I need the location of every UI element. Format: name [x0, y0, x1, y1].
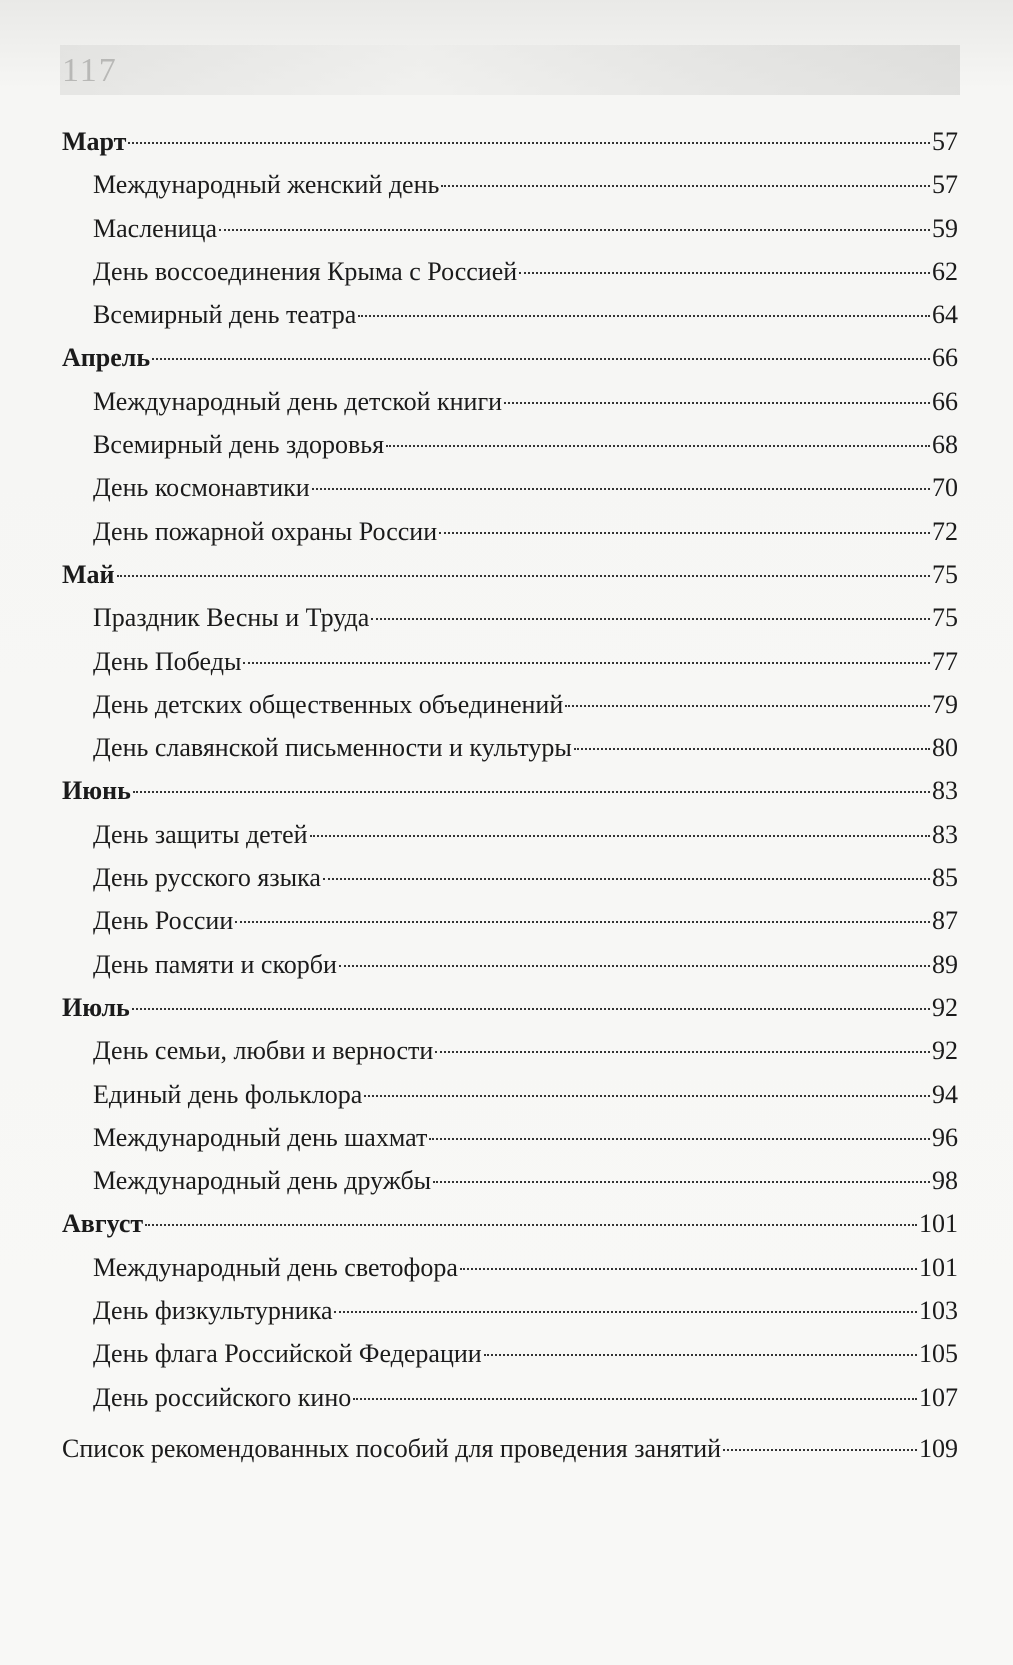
dot-leader	[429, 1138, 930, 1140]
toc-entry	[62, 423, 958, 466]
toc-entry-page: 83	[932, 819, 958, 849]
dot-leader	[219, 229, 930, 231]
toc-entry-title: День флага Российской Федерации	[93, 1339, 482, 1369]
dot-leader	[439, 532, 930, 534]
toc-entry-title: Праздник Весны и Труда	[93, 603, 370, 633]
toc-entry-page: 98	[932, 1166, 958, 1196]
toc-entry	[62, 640, 958, 683]
dot-leader	[152, 358, 930, 360]
page-number: 117	[62, 52, 118, 89]
page-header-band	[60, 45, 960, 95]
dot-leader	[243, 662, 930, 664]
toc-entry	[62, 856, 958, 899]
dot-leader	[364, 1095, 930, 1097]
toc-entry	[62, 1159, 958, 1202]
toc-entry-title: День космонавтики	[93, 473, 310, 503]
toc-entry	[62, 1029, 958, 1072]
toc-entry-title: День воссоединения Крыма с Россией	[93, 256, 518, 286]
dot-leader	[117, 575, 930, 577]
toc-section	[62, 336, 958, 379]
toc-entry-page: 66	[932, 386, 958, 416]
toc-entry-page: 57	[932, 170, 958, 200]
toc-final-entry	[62, 1427, 958, 1470]
toc-entry	[62, 250, 958, 293]
toc-entry-page: 94	[932, 1079, 958, 1109]
toc-entry-page: 70	[932, 473, 958, 503]
toc-entry-title: День славянской письменности и культуры	[93, 733, 572, 763]
dot-leader	[386, 445, 930, 447]
dot-leader	[310, 835, 930, 837]
toc-section	[62, 769, 958, 812]
toc-entry	[62, 1332, 958, 1375]
dot-leader	[565, 705, 930, 707]
toc-entry-title: День памяти и скорби	[93, 949, 337, 979]
toc-entry-title: День Победы	[93, 646, 242, 676]
toc-entry-title: День России	[93, 906, 234, 936]
toc-entry-page: 64	[932, 300, 958, 330]
table-of-contents	[62, 120, 958, 1470]
dot-leader	[358, 315, 930, 317]
toc-entry-page: 103	[919, 1296, 958, 1326]
dot-leader	[235, 921, 930, 923]
toc-entry-page: 77	[932, 646, 958, 676]
dot-leader	[339, 965, 930, 967]
toc-entry-title: Май	[62, 559, 115, 589]
toc-entry-title: День пожарной охраны России	[93, 516, 438, 546]
toc-entry-title: День детских общественных объединений	[93, 689, 564, 719]
toc-entry-page: 68	[932, 430, 958, 460]
toc-section	[62, 1202, 958, 1245]
toc-entry	[62, 813, 958, 856]
dot-leader	[145, 1224, 917, 1226]
toc-entry-title: Июнь	[62, 776, 131, 806]
toc-entry-page: 101	[919, 1209, 958, 1239]
toc-entry-title: Всемирный день здоровья	[93, 430, 385, 460]
dot-leader	[132, 1008, 930, 1010]
toc-entry-page: 80	[932, 733, 958, 763]
toc-entry-title: Масленица	[93, 213, 217, 243]
toc-entry	[62, 380, 958, 423]
toc-entry-page: 87	[932, 906, 958, 936]
dot-leader	[334, 1311, 917, 1313]
toc-entry-title: Международный день шахмат	[93, 1122, 428, 1152]
toc-entry-page: 66	[932, 343, 958, 373]
dot-leader	[460, 1268, 917, 1270]
dot-leader	[574, 748, 930, 750]
toc-entry	[62, 1116, 958, 1159]
toc-entry-page: 72	[932, 516, 958, 546]
dot-leader	[504, 402, 930, 404]
toc-entry-title: Единый день фольклора	[93, 1079, 363, 1109]
toc-entry-page: 89	[932, 949, 958, 979]
toc-entry-title: Всемирный день театра	[93, 300, 357, 330]
toc-entry-title: День защиты детей	[93, 819, 308, 849]
toc-entry-page: 62	[932, 256, 958, 286]
toc-entry-title: Август	[62, 1209, 144, 1239]
toc-entry	[62, 1376, 958, 1419]
toc-entry-title: Список рекомендованных пособий для проведения занятий	[62, 1433, 722, 1463]
toc-entry	[62, 466, 958, 509]
toc-section	[62, 986, 958, 1029]
toc-entry	[62, 1246, 958, 1289]
dot-leader	[484, 1354, 917, 1356]
toc-entry-page: 57	[932, 127, 958, 156]
dot-leader	[312, 488, 930, 490]
toc-entry-title: Июль	[62, 992, 130, 1022]
toc-entry	[62, 683, 958, 726]
toc-section	[62, 553, 958, 596]
toc-entry-page: 101	[919, 1252, 958, 1282]
dot-leader	[519, 272, 930, 274]
toc-entry	[62, 1073, 958, 1116]
dot-leader	[353, 1398, 917, 1400]
toc-entry-page: 85	[932, 863, 958, 893]
toc-entry-title: Апрель	[62, 343, 151, 373]
toc-entry	[62, 726, 958, 769]
toc-entry-title: День русского языка	[93, 863, 321, 893]
toc-entry-page: 92	[932, 992, 958, 1022]
dot-leader	[323, 878, 930, 880]
toc-entry	[62, 207, 958, 250]
toc-section	[62, 120, 958, 163]
dot-leader	[128, 142, 930, 144]
toc-entry-page: 105	[919, 1339, 958, 1369]
toc-entry-page: 75	[932, 559, 958, 589]
toc-entry	[62, 1289, 958, 1332]
toc-entry-title: Международный день светофора	[93, 1252, 458, 1282]
toc-entry-title: Международный женский день	[93, 170, 440, 200]
toc-entry-title: День семьи, любви и верности	[93, 1036, 434, 1066]
toc-entry	[62, 943, 958, 986]
dot-leader	[441, 185, 930, 187]
toc-entry-page: 79	[932, 689, 958, 719]
toc-entry-page: 59	[932, 213, 958, 243]
toc-entry	[62, 293, 958, 336]
toc-entry-title: День российского кино	[93, 1382, 352, 1412]
dot-leader	[433, 1181, 930, 1183]
toc-entry-page: 75	[932, 603, 958, 633]
toc-entry-page: 96	[932, 1122, 958, 1152]
toc-entry-page: 83	[932, 776, 958, 806]
toc-entry-title: Март	[62, 127, 127, 156]
toc-entry-page: 92	[932, 1036, 958, 1066]
dot-leader	[371, 618, 930, 620]
dot-leader	[723, 1449, 917, 1451]
dot-leader	[133, 791, 930, 793]
toc-entry-title: Международный день детской книги	[93, 386, 503, 416]
toc-entry	[62, 596, 958, 639]
toc-entry	[62, 510, 958, 553]
toc-entry-page: 109	[919, 1433, 958, 1463]
toc-entry-title: Международный день дружбы	[93, 1166, 432, 1196]
toc-entry-page: 107	[919, 1382, 958, 1412]
toc-entry-title: День физкультурника	[93, 1296, 333, 1326]
dot-leader	[435, 1051, 930, 1053]
toc-entry	[62, 899, 958, 942]
toc-entry	[62, 163, 958, 206]
